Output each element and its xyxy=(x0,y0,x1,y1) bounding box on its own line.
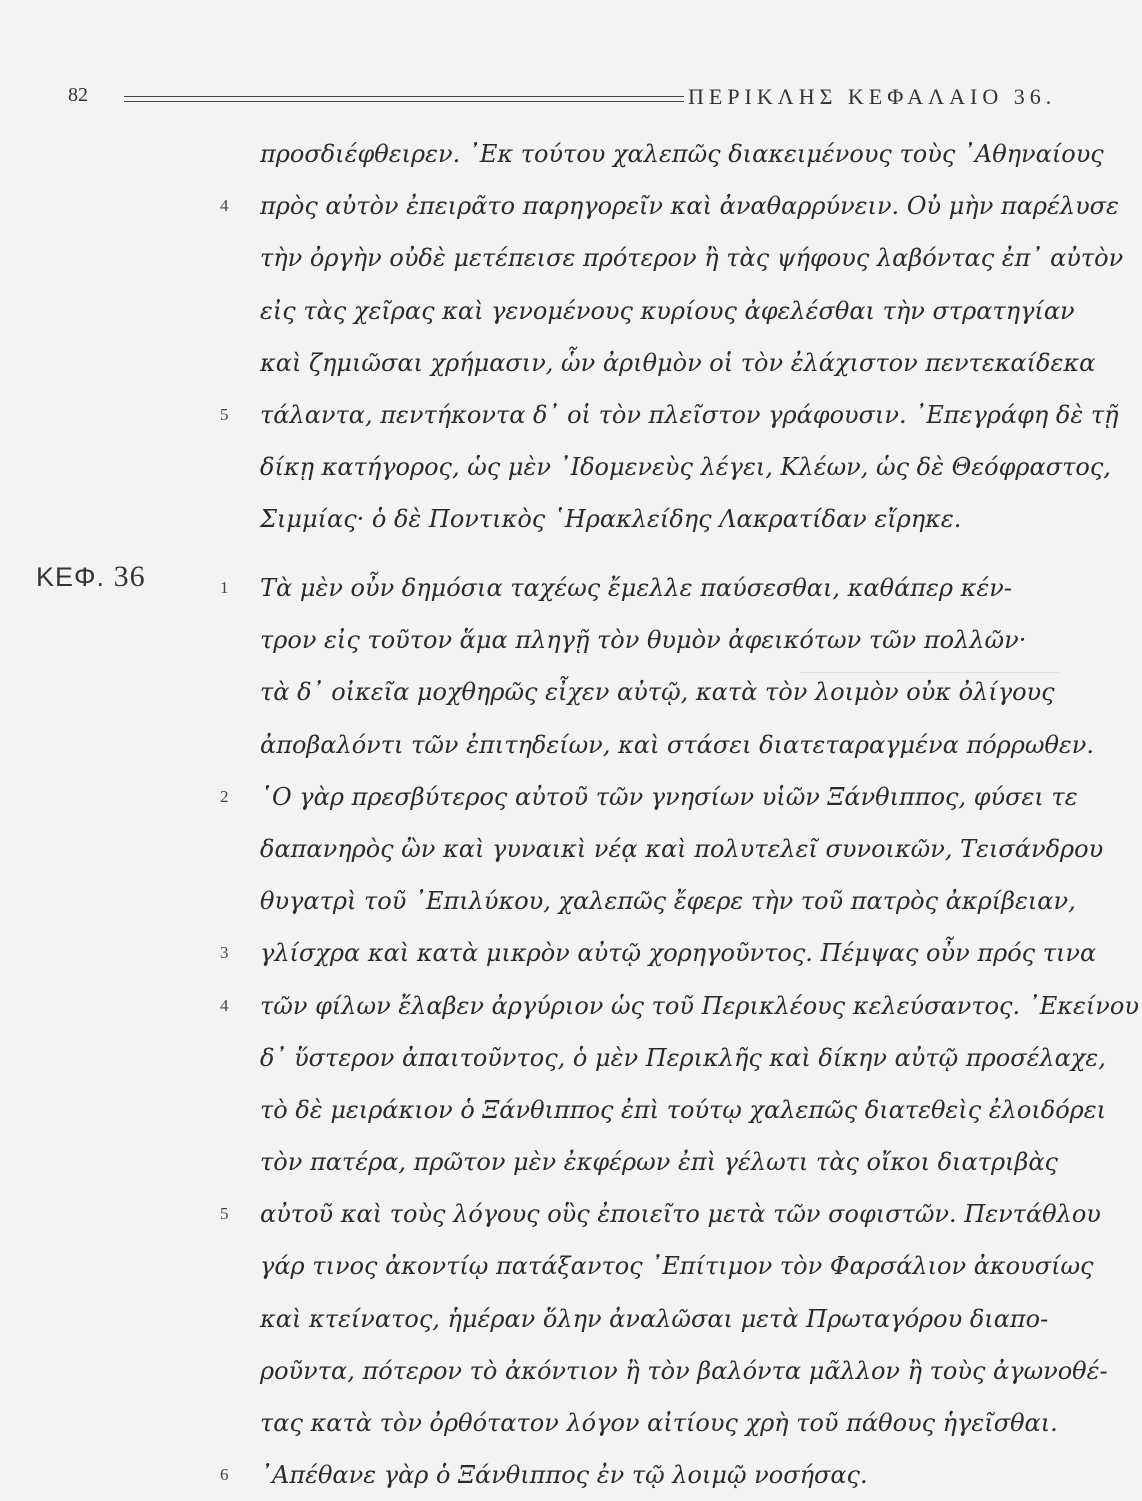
text-line xyxy=(220,1084,1107,1136)
header-rule xyxy=(124,101,684,102)
line-text: θυγατρὶ τοῦ ᾽Επιλύκου, χαλεπῶς ἔφερε τὴν τοῦ πατρὸς ἀκρίβειαν, xyxy=(260,887,1076,916)
running-head: ΠΕΡΙΚΛΗΣ ΚΕΦΑΛΑΙΟ 36. xyxy=(688,84,1057,109)
line-text: γλίσχρα καὶ κατὰ μικρὸν αὐτῷ χορηγοῦντος. Πέμψας οὖν πρός τινα xyxy=(260,939,1097,968)
chapter-abbrev: ΚΕΦ. xyxy=(36,562,106,592)
line-text: γάρ τινος ἀκοντίῳ πατάξαντος ᾽Επίτιμον τὸν Φαρσάλιον ἀκουσίως xyxy=(260,1252,1094,1281)
text-line xyxy=(220,232,1124,284)
text-line xyxy=(220,1188,1101,1240)
line-marker: 1 xyxy=(220,578,229,597)
line-marker: 3 xyxy=(220,943,229,963)
section-35-text xyxy=(220,128,1124,546)
line-marker: 4 xyxy=(220,995,229,1015)
line-text: δαπανηρὸς ὢν καὶ γυναικὶ νέᾳ καὶ πολυτελεῖ συνοικῶν, Τεισάνδρου xyxy=(260,834,1104,863)
line-text: τὴν ὀργὴν οὐδὲ μετέπεισε πρότερον ἢ τὰς ψήφους λαβόντας ἐπ᾽ αὐτὸν xyxy=(260,244,1124,273)
line-text: ἀποβαλόντι τῶν ἐπιτηδείων, καὶ στάσει διατεταραγμένα πόρρωθεν. xyxy=(260,730,1094,759)
chapter-label xyxy=(36,560,146,594)
line-marker: 6 xyxy=(220,1465,229,1485)
text-line xyxy=(220,1240,1094,1292)
line-text: καὶ κτείνατος, ἡμέραν ὅλην ἀναλῶσαι μετὰ Πρωταγόρου διαπο- xyxy=(260,1304,1049,1333)
text-line xyxy=(220,875,1076,927)
page-number: 82 xyxy=(68,84,88,106)
text-line xyxy=(220,771,1078,823)
text-line xyxy=(220,180,1119,232)
line-text: τρον εἰς τοῦτον ἅμα πληγῇ τὸν θυμὸν ἀφεικότων τῶν πολλῶν· xyxy=(260,626,1027,655)
text-line xyxy=(220,980,1139,1032)
line-marker: 5 xyxy=(220,1204,229,1224)
line-text: ῾Ο γὰρ πρεσβύτερος αὐτοῦ τῶν γνησίων υἱῶν Ξάνθιππος, φύσει τε xyxy=(260,782,1078,811)
text-line xyxy=(220,614,1070,666)
page-header xyxy=(68,84,1078,120)
line-marker: 5 xyxy=(220,404,229,424)
text-line xyxy=(220,1032,1106,1084)
line-text: καὶ ζημιῶσαι χρήμασιν, ὧν ἀριθμὸν οἱ τὸν ἐλάχιστον πεντεκαίδεκα xyxy=(260,348,1096,377)
line-text: δίκῃ κατήγορος, ὡς μὲν ᾽Ιδομενεὺς λέγει, Κλέων, ὡς δὲ Θεόφραστος, xyxy=(260,453,1111,482)
line-text: τῶν φίλων ἔλαβεν ἀργύριον ὡς τοῦ Περικλέους κελεύσαντος. ᾽Εκείνου xyxy=(260,991,1139,1020)
line-text: αὐτοῦ καὶ τοὺς λόγους οὓς ἐποιεῖτο μετὰ τῶν σοφιστῶν. Πεντάθλου xyxy=(260,1200,1101,1229)
line-text: ᾽Απέθανε γὰρ ὁ Ξάνθιππος ἐν τῷ λοιμῷ νοσήσας. xyxy=(260,1461,868,1490)
text-line xyxy=(220,1345,1108,1397)
line-text: προσδιέφθειρεν. ᾽Εκ τούτου χαλεπῶς διακειμένους τοὺς ᾽Αθηναίους xyxy=(260,140,1104,168)
line-text: εἰς τὰς χεῖρας καὶ γενομένους κυρίους ἀφελέσθαι τὴν στρατηγίαν xyxy=(260,296,1075,325)
text-line xyxy=(220,493,1070,545)
text-line xyxy=(220,562,1070,614)
text-line xyxy=(220,389,1119,441)
line-text: τὸ δὲ μειράκιον ὁ Ξάνθιππος ἐπὶ τούτῳ χαλεπῶς διατεθεὶς ἐλοιδόρει xyxy=(260,1095,1107,1124)
line-text: τάλαντα, πεντήκοντα δ᾽ οἱ τὸν πλεῖστον γράφουσιν. ᾽Επεγράφη δὲ τῇ xyxy=(260,400,1119,429)
text-line xyxy=(220,441,1111,493)
line-marker: 2 xyxy=(220,786,229,806)
line-text: πρὸς αὐτὸν ἐπειρᾶτο παρηγορεῖν καὶ ἀναθαρρύνειν. Οὐ μὴν παρέλυσε xyxy=(260,192,1119,221)
section-36-text xyxy=(220,562,1139,1501)
text-line xyxy=(220,1293,1070,1345)
text-line xyxy=(220,823,1104,875)
line-text: Τὰ μὲν οὖν δημόσια ταχέως ἔμελλε παύσεσθαι, καθάπερ κέν- xyxy=(260,574,1012,602)
text-line xyxy=(220,1136,1070,1188)
text-line xyxy=(220,927,1097,979)
text-line xyxy=(220,1449,1070,1501)
text-line xyxy=(220,666,1070,718)
line-text: Σιμμίας· ὁ δὲ Ποντικὸς ῾Ηρακλείδης Λακρατίδαν εἴρηκε. xyxy=(260,505,962,534)
line-text: δ᾽ ὕστερον ἀπαιτοῦντος, ὁ μὲν Περικλῆς καὶ δίκην αὐτῷ προσέλαχε, xyxy=(260,1043,1106,1072)
text-line xyxy=(220,128,1104,180)
text-line xyxy=(220,719,1094,771)
line-text: τας κατὰ τὸν ὀρθότατον λόγον αἰτίους χρὴ τοῦ πάθους ἡγεῖσθαι. xyxy=(260,1409,1058,1437)
text-line xyxy=(220,337,1096,389)
line-marker: 4 xyxy=(220,196,229,216)
line-text: τὰ δ᾽ οἰκεῖα μοχθηρῶς εἶχεν αὐτῷ, κατὰ τὸν λοιμὸν οὐκ ὀλίγους xyxy=(260,678,1055,707)
text-line xyxy=(220,285,1075,337)
text-line xyxy=(220,1397,1070,1449)
line-text: ροῦντα, πότερον τὸ ἀκόντιον ἢ τὸν βαλόντα μᾶλλον ἢ τοὺς ἀγωνοθέ- xyxy=(260,1356,1108,1385)
chapter-number: 36 xyxy=(113,560,146,593)
line-text: τὸν πατέρα, πρῶτον μὲν ἐκφέρων ἐπὶ γέλωτι τὰς οἴκοι διατριβὰς xyxy=(260,1148,1058,1177)
header-rule xyxy=(124,96,684,97)
